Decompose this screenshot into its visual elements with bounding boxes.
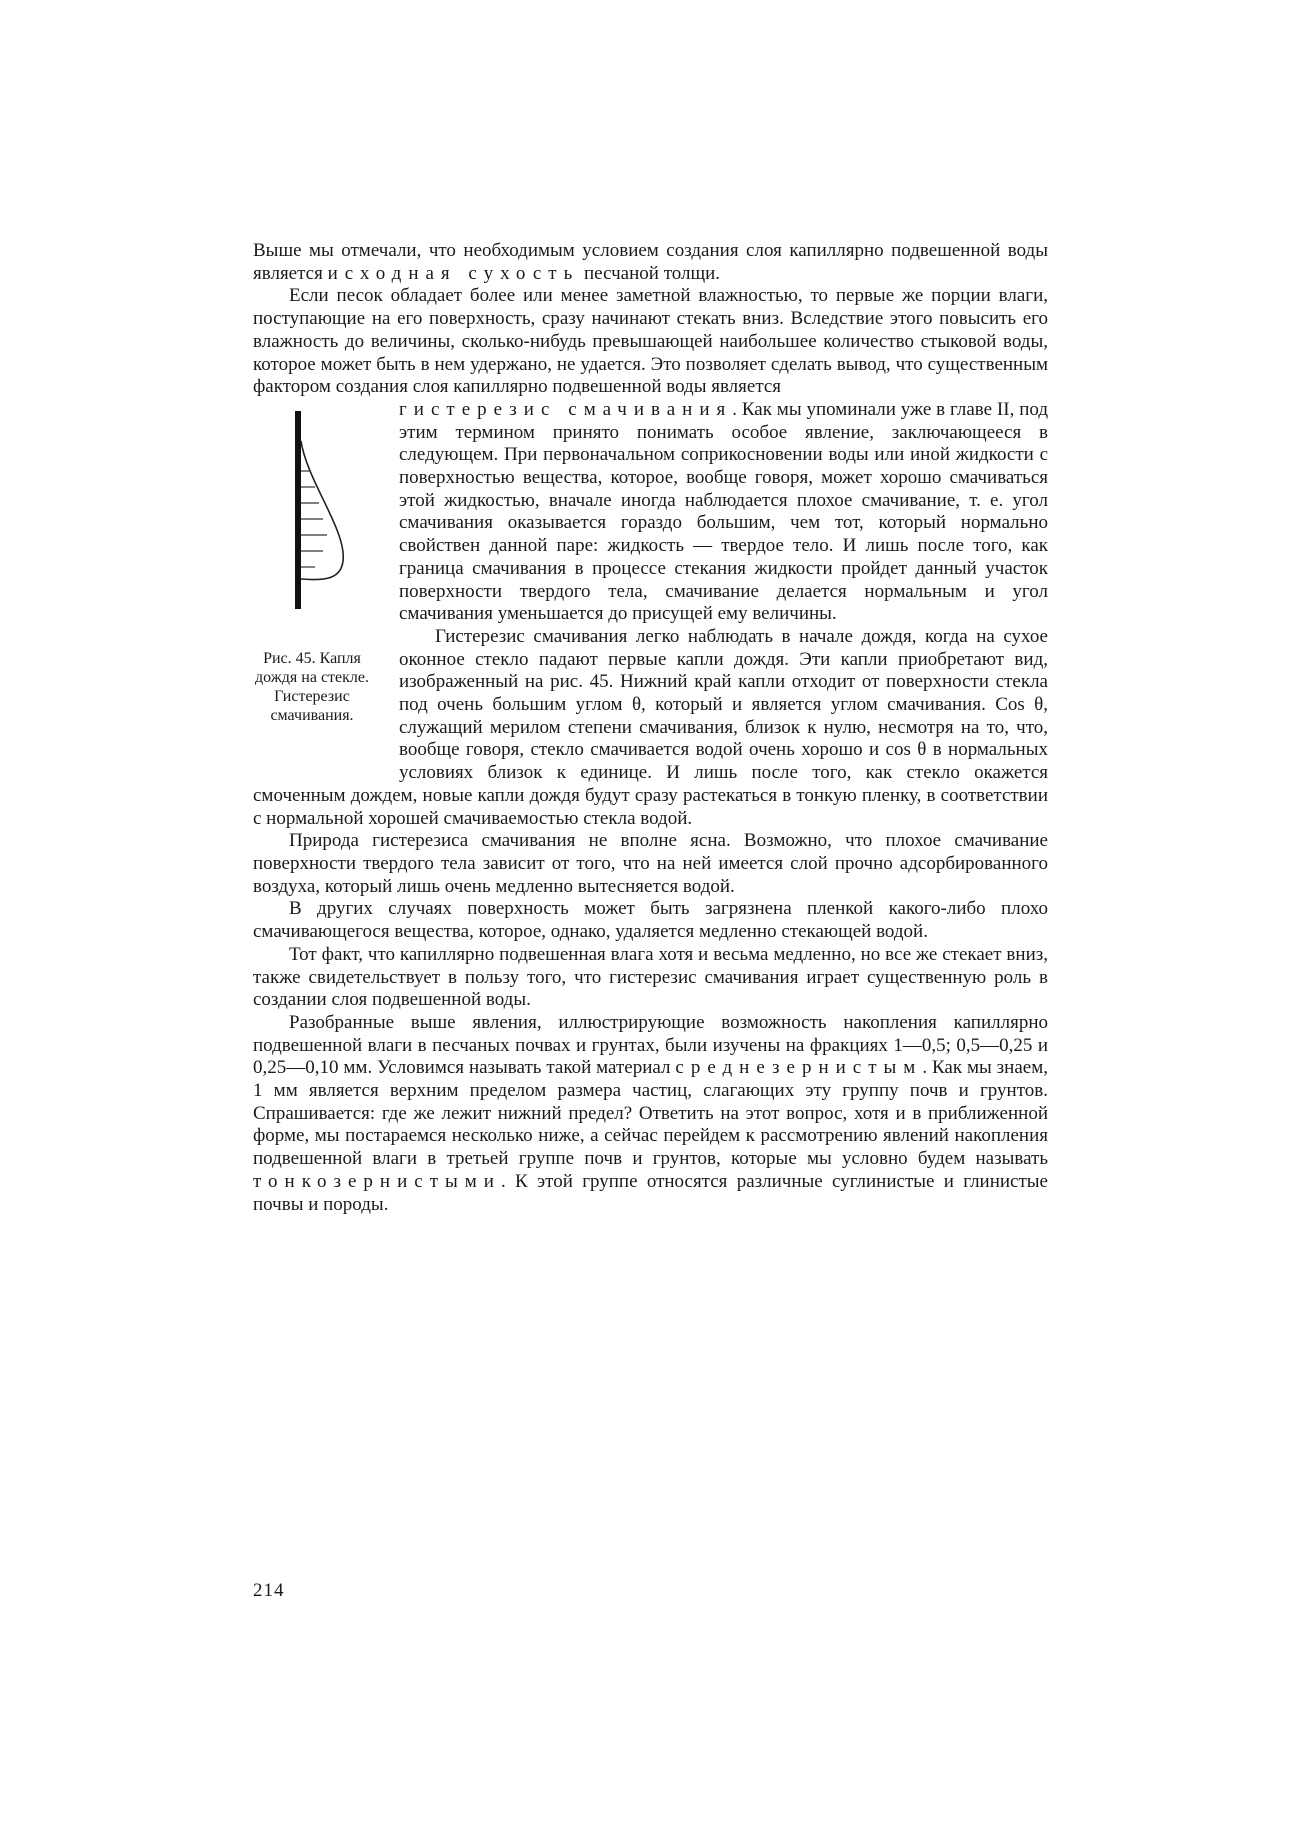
paragraph-2: Если песок обладает более или менее заметной влажностью, то первые же порции влаги, поступающие на его поверхность, сразу начинают стекать вниз. Вследствие этого повысить его влажность до величины, сколько-нибудь превышающей наибольшее количество стыковой воды, которое может быть в нем удержано, не удается. Это позволяет сделать вывод, что существенным фактором создания слоя капиллярно подвешенной воды является (253, 285, 1048, 398)
raindrop-on-glass-icon (295, 411, 351, 611)
figure-caption: Рис. 45. Капля дождя на стекле. Гистерезис смачивания. (254, 649, 369, 724)
spaced-term: среднезернистым (675, 1057, 923, 1079)
paragraph-1: Выше мы отмечали, что необходимым условием создания слоя капиллярно подвешенной воды является исходная сухость песчаной толщи. (253, 240, 1048, 284)
spaced-term: исходная сухость (327, 262, 580, 284)
page-number: 214 (253, 1580, 285, 1601)
paragraph-6: Тот факт, что капиллярно подвешенная влага хотя и весьма медленно, но все же стекает вниз, также свидетельствует в пользу того, что гистерезис смачивания играет существенную роль в создании слоя подвешенной воды. (253, 943, 1048, 1011)
spaced-term: гистерезис смачивания (399, 398, 733, 420)
paragraph-5: В других случаях поверхность может быть загрязнена пленкой какого-либо плохо смачивающегося вещества, которое, однако, удаляется медленно стекающей водой. (253, 898, 1048, 943)
page-body (253, 240, 1048, 1216)
figure-45 (253, 399, 371, 772)
paragraph-3: Гистерезис смачивания легко наблюдать в начале дождя, когда на сухое оконное стекло падают первые капли дождя. Эти капли приобретают вид, изображенный на рис. 45. Нижний край капли отходит от поверхности стекла под очень большим углом θ, который и является углом смачивания. Cos θ, служащий мерилом степени смачивания, близок к нулю, несмотря на то, что, вообще говоря, стекло смачивается водой очень хорошо и cos θ в нормальных условиях близок к единице. И лишь после того, как стекло окажется смоченным дождем, новые капли дождя будут сразу растекаться в тонкую пленку, в соответствии с нормальной хорошей смачиваемостью стекла водой. (253, 625, 1048, 829)
paragraph-4: Природа гистерезиса смачивания не вполне ясна. Возможно, что плохое смачивание поверхности твердого тела зависит от того, что на ней имеется слой прочно адсорбированного воздуха, который лишь очень медленно вытесняется водой. (253, 830, 1048, 897)
spaced-term: тонкозернистыми (253, 1170, 501, 1192)
paragraph-7: Разобранные выше явления, иллюстрирующие возможность накопления капиллярно подвешенной влаги в песчаных почвах и грунтах, были изучены на фракциях 1—0,5; 0,5—0,25 и 0,25—0,10 мм. Условимся называть такой материал среднезернистым. Как мы знаем, 1 мм является верхним пределом размера частиц, слагающих эту группу почв и грунтов. Спрашивается: где же лежит нижний предел? Ответить на этот вопрос, хотя и в приближенной форме, мы постараемся несколько ниже, а сейчас перейдем к рассмотрению явлений накопления подвешенной влаги в третьей группе почв и грунтов, которые мы условно будем называть тонкозернистыми. К этой группе относятся различные суглинистые и глинистые почвы и породы. (253, 1011, 1048, 1215)
paragraph-2-continued: гистерезис смачивания. Как мы упоминали уже в главе II, под этим термином принято понимать особое явление, заключающееся в следующем. При первоначальном соприкосновении воды или иной жидкости с поверхностью вещества, которое, вообще говоря, может хорошо смачиваться этой жидкостью, вначале иногда наблюдается плохое смачивание, т. е. угол смачивания оказывается гораздо большим, чем тот, который нормально свойствен данной паре: жидкость — твердое тело. И лишь после того, как граница смачивания в процессе стекания жидкости пройдет данный участок поверхности твердого тела, смачивание делается нормальным и угол смачивания уменьшается до присущей ему величины. (399, 398, 1048, 625)
